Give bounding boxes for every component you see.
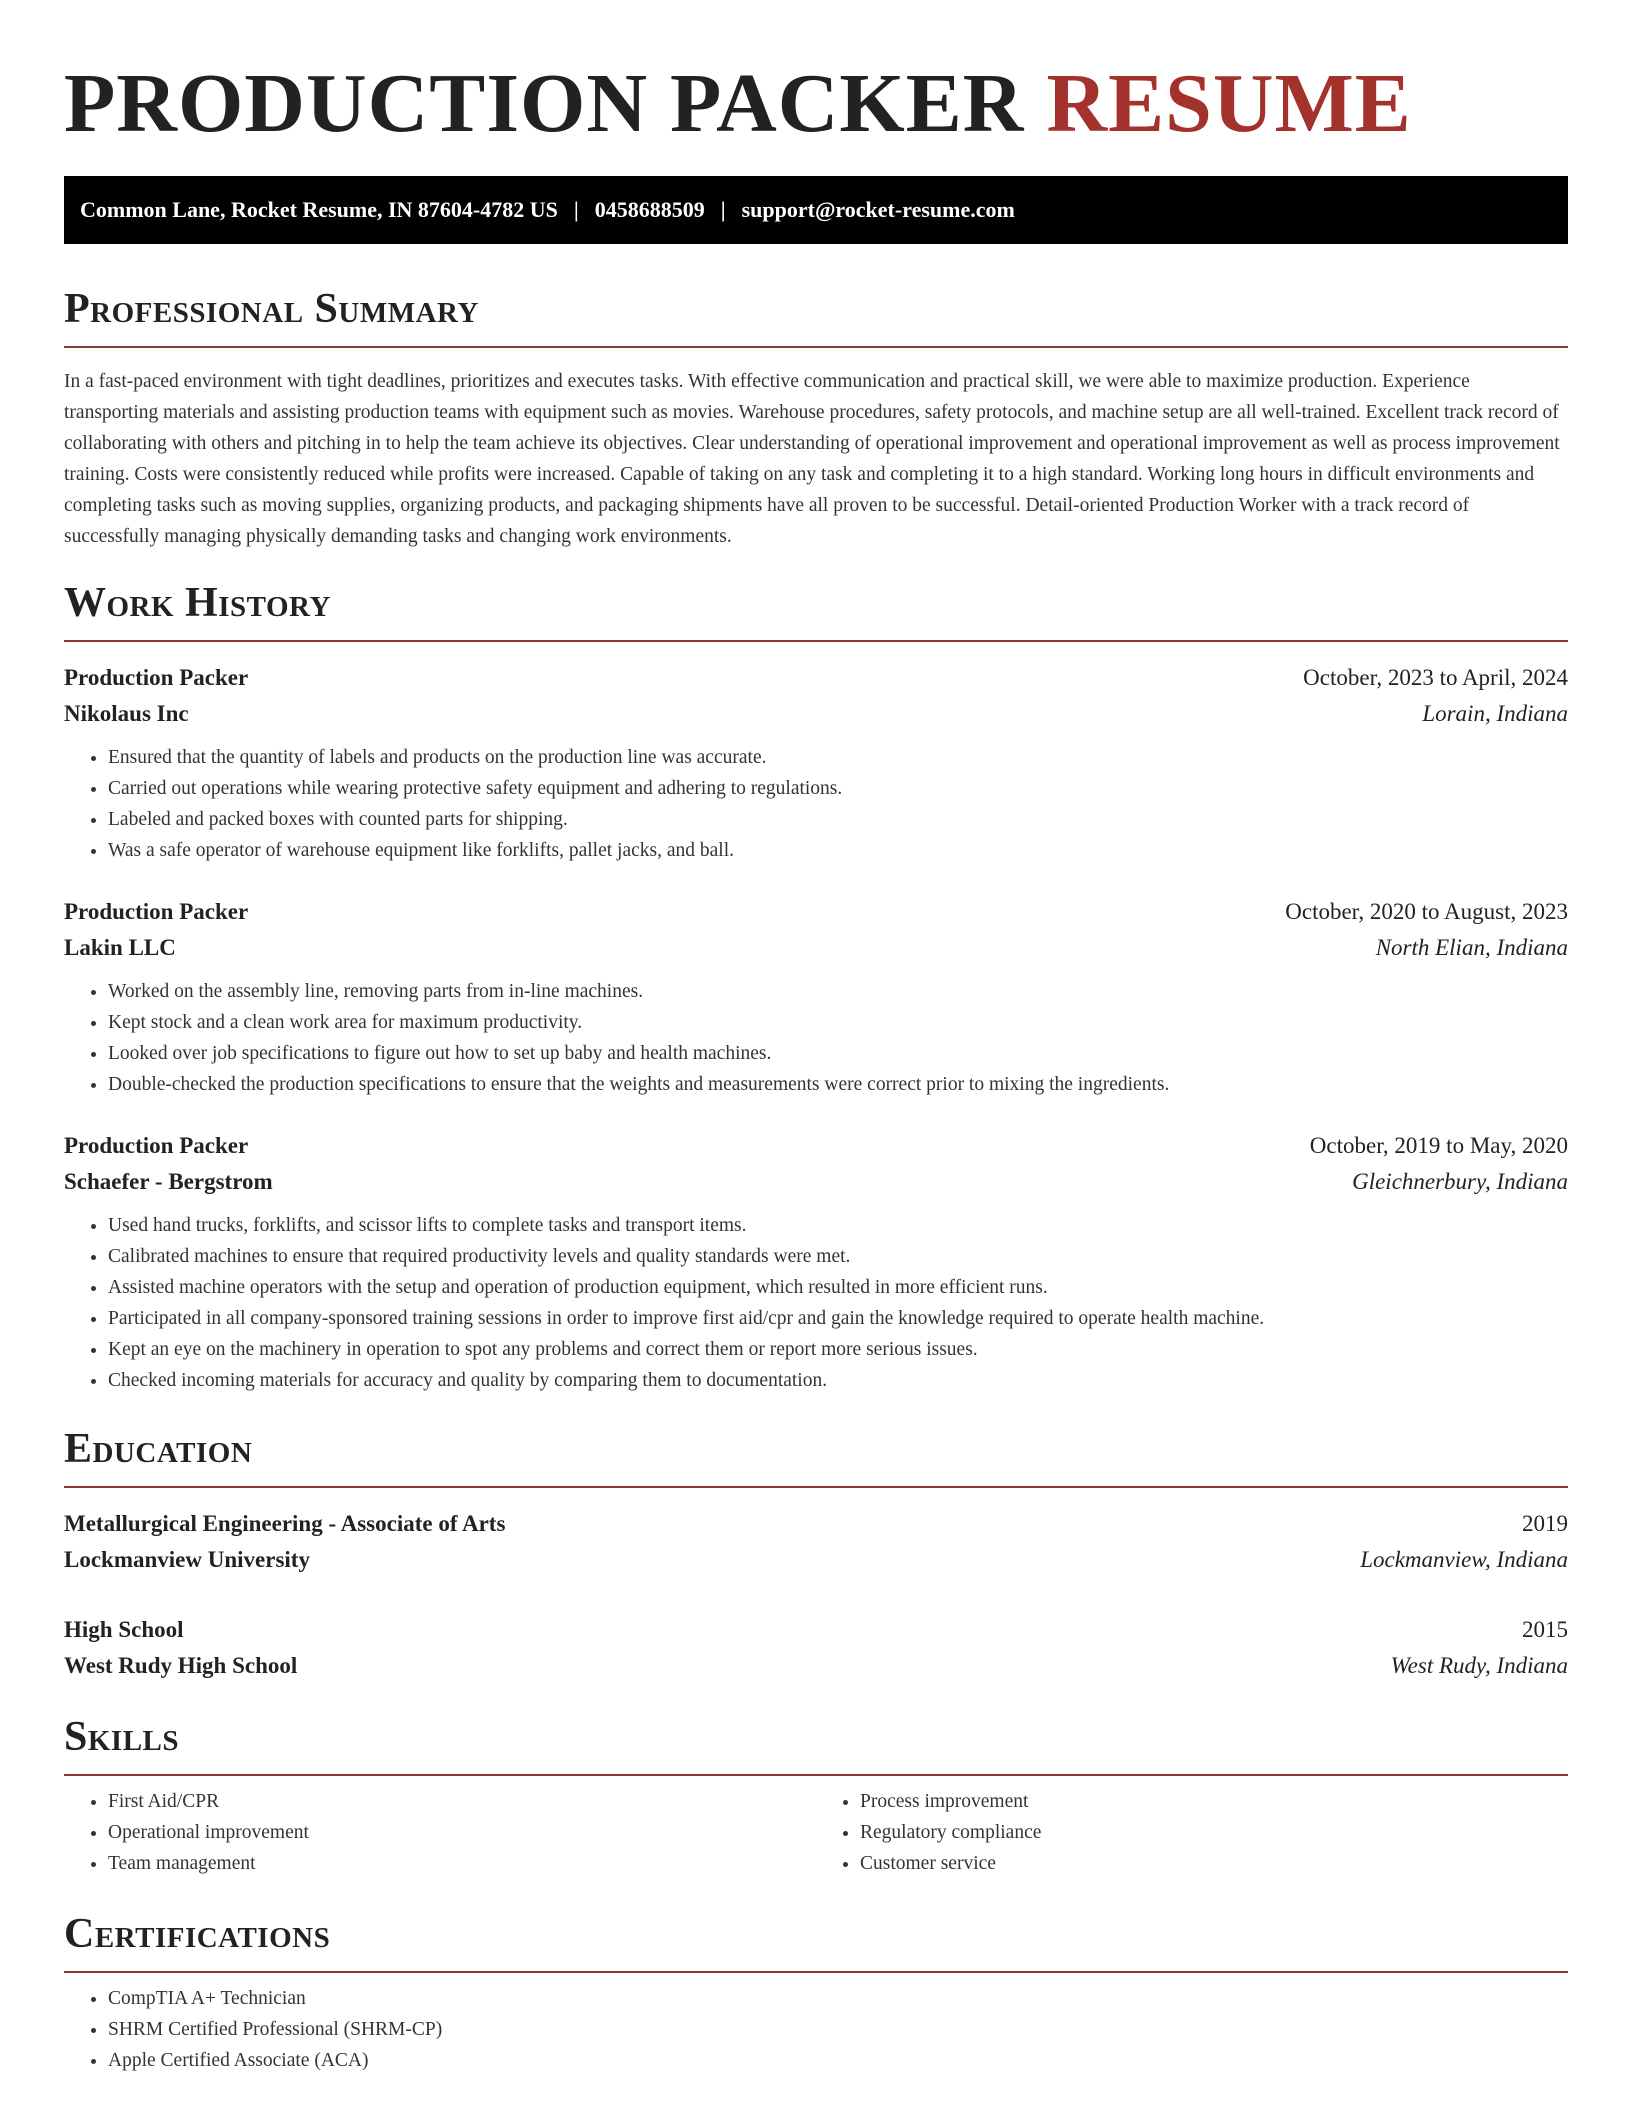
education-school-row: [64, 1648, 1568, 1684]
skill-item: • Regulatory compliance: [860, 1817, 1568, 1848]
section-divider: [64, 1486, 1568, 1488]
job-entry: [64, 894, 1568, 1100]
job-location: North Elian, Indiana: [1375, 935, 1568, 960]
resume-page: [64, 0, 1568, 2076]
job-company: Nikolaus Inc: [64, 701, 189, 726]
job-header-row: [64, 894, 1568, 930]
title-accent: RESUME: [1046, 57, 1412, 150]
job-title: Production Packer: [64, 899, 249, 924]
education-entry: [64, 1506, 1568, 1578]
title-main: PRODUCTION PACKER: [64, 57, 1025, 150]
section-divider: [64, 346, 1568, 348]
job-duty-item: • Was a safe operator of warehouse equipment like forklifts, pallet jacks, and ball.: [108, 835, 1568, 866]
education-year: 2015: [1522, 1617, 1568, 1642]
job-duty-item: • Calibrated machines to ensure that required productivity levels and quality standards were met.: [108, 1241, 1568, 1272]
contact-address: Common Lane, Rocket Resume, IN 87604-4782 US: [80, 197, 558, 222]
skills-section: [64, 1712, 1568, 1879]
certification-item: • SHRM Certified Professional (SHRM-CP): [108, 2014, 1568, 2045]
job-company: Schaefer - Bergstrom: [64, 1169, 273, 1194]
education-list: [64, 1506, 1568, 1684]
job-dates: October, 2023 to April, 2024: [1303, 665, 1568, 690]
skill-item: • First Aid/CPR: [108, 1786, 816, 1817]
job-duty-item: • Checked incoming materials for accuracy and quality by comparing them to documentation.: [108, 1365, 1568, 1396]
contact-separator: |: [573, 197, 579, 222]
work-history-section: [64, 578, 1568, 1396]
section-title-summary: Professional Summary: [64, 286, 479, 332]
job-dates: October, 2019 to May, 2020: [1309, 1133, 1568, 1158]
education-location: West Rudy, Indiana: [1390, 1653, 1568, 1678]
job-duties-list: [64, 742, 1568, 866]
skill-item: • Process improvement: [860, 1786, 1568, 1817]
education-school: West Rudy High School: [64, 1653, 298, 1678]
job-company-row: [64, 696, 1568, 732]
education-school-row: [64, 1542, 1568, 1578]
skills-grid: [64, 1786, 1568, 1879]
job-duty-item: • Carried out operations while wearing protective safety equipment and adhering to regulations.: [108, 773, 1568, 804]
job-header-row: [64, 660, 1568, 696]
job-company-row: [64, 1164, 1568, 1200]
summary-section: [64, 284, 1568, 552]
job-dates: October, 2020 to August, 2023: [1285, 899, 1568, 924]
certification-item: • Apple Certified Associate (ACA): [108, 2045, 1568, 2076]
job-duty-item: • Worked on the assembly line, removing parts from in-line machines.: [108, 976, 1568, 1007]
section-divider: [64, 640, 1568, 642]
section-divider: [64, 1774, 1568, 1776]
job-entry: [64, 1128, 1568, 1396]
education-degree: High School: [64, 1617, 184, 1642]
education-header-row: [64, 1612, 1568, 1648]
job-entry: [64, 660, 1568, 866]
job-duty-item: • Kept stock and a clean work area for maximum productivity.: [108, 1007, 1568, 1038]
section-title-work-history: Work History: [64, 580, 331, 626]
job-company-row: [64, 930, 1568, 966]
job-title: Production Packer: [64, 665, 249, 690]
education-degree: Metallurgical Engineering - Associate of Arts: [64, 1511, 506, 1536]
job-title: Production Packer: [64, 1133, 249, 1158]
section-title-education: Education: [64, 1426, 253, 1472]
job-header-row: [64, 1128, 1568, 1164]
education-location: Lockmanview, Indiana: [1360, 1547, 1568, 1572]
job-company: Lakin LLC: [64, 935, 176, 960]
job-duty-item: • Kept an eye on the machinery in operation to spot any problems and correct them or report more serious issues.: [108, 1334, 1568, 1365]
jobs-list: [64, 660, 1568, 1396]
skills-list-right: [816, 1786, 1568, 1879]
skills-list-left: [64, 1786, 816, 1879]
job-duties-list: [64, 1210, 1568, 1396]
job-duties-list: [64, 976, 1568, 1100]
contact-email: support@rocket-resume.com: [741, 197, 1015, 222]
contact-phone: 0458688509: [594, 197, 705, 222]
section-title-skills: Skills: [64, 1714, 180, 1760]
job-duty-item: • Ensured that the quantity of labels and products on the production line was accurate.: [108, 742, 1568, 773]
education-year: 2019: [1522, 1511, 1568, 1536]
certifications-section: [64, 1909, 1568, 2076]
resume-title: [64, 54, 1568, 154]
job-duty-item: • Participated in all company-sponsored training sessions in order to improve first aid/cpr and gain the knowledge required to operate health machine.: [108, 1303, 1568, 1334]
education-school: Lockmanview University: [64, 1547, 310, 1572]
job-duty-item: • Assisted machine operators with the setup and operation of production equipment, which resulted in more efficient runs.: [108, 1272, 1568, 1303]
education-entry: [64, 1612, 1568, 1684]
certification-item: • CompTIA A+ Technician: [108, 1983, 1568, 2014]
section-divider: [64, 1971, 1568, 1973]
job-duty-item: • Used hand trucks, forklifts, and scissor lifts to complete tasks and transport items.: [108, 1210, 1568, 1241]
contact-separator: |: [720, 197, 726, 222]
job-location: Gleichnerbury, Indiana: [1352, 1169, 1568, 1194]
summary-text: In a fast-paced environment with tight deadlines, prioritizes and executes tasks. With effective communication and practical skill, we were able to maximize production. Experience transporting materials and assisting production teams with equipment such as movies. Warehouse procedures, safety protocols, and machine setup are all well-trained. Excellent track record of collaborating with others and pitching in to help the team achieve its objectives. Clear understanding of operational improvement and operational improvement as well as process improvement training. Costs were consistently reduced while profits were increased. Capable of taking on any task and completing it to a high standard. Working long hours in difficult environments and completing tasks such as moving supplies, organizing products, and packaging shipments have all proven to be successful. Detail-oriented Production Worker with a track record of successfully managing physically demanding tasks and changing work environments.: [64, 371, 1560, 547]
skill-item: • Customer service: [860, 1848, 1568, 1879]
contact-bar: [64, 176, 1568, 244]
section-title-certifications: Certifications: [64, 1911, 331, 1957]
job-duty-item: • Labeled and packed boxes with counted parts for shipping.: [108, 804, 1568, 835]
job-duty-item: • Looked over job specifications to figure out how to set up baby and health machines.: [108, 1038, 1568, 1069]
skill-item: • Team management: [108, 1848, 816, 1879]
education-header-row: [64, 1506, 1568, 1542]
certifications-list: [64, 1983, 1568, 2076]
education-section: [64, 1424, 1568, 1684]
skill-item: • Operational improvement: [108, 1817, 816, 1848]
job-location: Lorain, Indiana: [1422, 701, 1568, 726]
job-duty-item: • Double-checked the production specifications to ensure that the weights and measurements were correct prior to mixing the ingredients.: [108, 1069, 1568, 1100]
